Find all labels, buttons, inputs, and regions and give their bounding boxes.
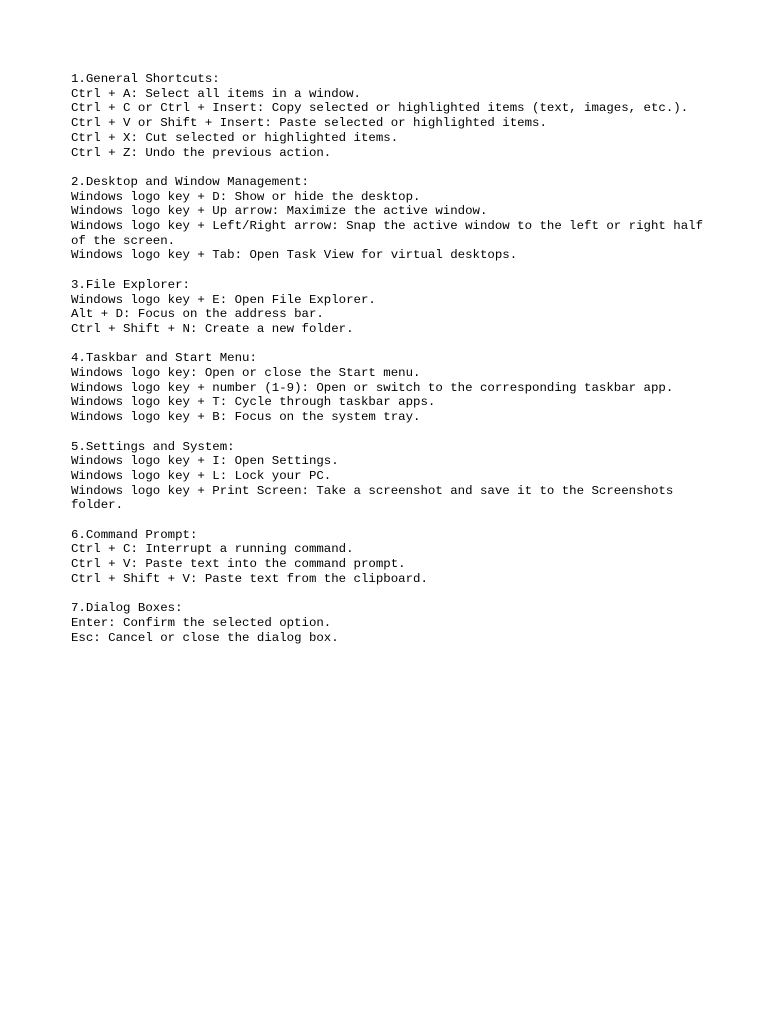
shortcut-line: Ctrl + C: Interrupt a running command. bbox=[71, 542, 354, 557]
shortcut-line: Ctrl + Z: Undo the previous action. bbox=[71, 145, 332, 160]
document-body bbox=[71, 72, 711, 660]
shortcut-line: Windows logo key + Up arrow: Maximize the active window. bbox=[71, 204, 488, 219]
shortcut-line: Ctrl + V or Shift + Insert: Paste selected or highlighted items. bbox=[71, 116, 547, 131]
section-heading: 1.General Shortcuts: bbox=[71, 72, 220, 86]
section-heading: 6.Command Prompt: bbox=[71, 527, 198, 542]
section-heading: 5.Settings and System: bbox=[71, 439, 235, 454]
section-command-prompt bbox=[71, 528, 711, 587]
shortcut-line: Ctrl + Shift + V: Paste text from the clipboard. bbox=[71, 571, 428, 586]
shortcut-line: Windows logo key + B: Focus on the system tray. bbox=[71, 410, 421, 425]
shortcut-line: Windows logo key + I: Open Settings. bbox=[71, 454, 339, 469]
shortcut-line: Windows logo key + T: Cycle through taskbar apps. bbox=[71, 395, 436, 410]
shortcut-line: Windows logo key + Left/Right arrow: Snap the active window to the left or right half of the screen. bbox=[71, 219, 711, 248]
shortcut-line: Windows logo key + Tab: Open Task View for virtual desktops. bbox=[71, 248, 518, 263]
section-heading: 2.Desktop and Window Management: bbox=[71, 174, 309, 189]
section-desktop-window-management bbox=[71, 175, 711, 263]
shortcut-line: Windows logo key + Print Screen: Take a screenshot and save it to the Screenshots folder. bbox=[71, 483, 681, 513]
section-file-explorer bbox=[71, 278, 711, 337]
shortcut-line: Ctrl + X: Cut selected or highlighted items. bbox=[71, 130, 399, 145]
section-heading: 7.Dialog Boxes: bbox=[71, 601, 183, 616]
shortcut-line: Windows logo key: Open or close the Start menu. bbox=[71, 366, 421, 381]
section-taskbar-start-menu bbox=[71, 351, 711, 425]
shortcut-line: Alt + D: Focus on the address bar. bbox=[71, 307, 324, 322]
section-dialog-boxes bbox=[71, 601, 711, 645]
shortcut-line: Esc: Cancel or close the dialog box. bbox=[71, 630, 339, 645]
shortcut-line: Windows logo key + number (1-9): Open or switch to the corresponding taskbar app. bbox=[71, 380, 674, 395]
section-heading: 4.Taskbar and Start Menu: bbox=[71, 351, 257, 366]
section-heading: 3.File Explorer: bbox=[71, 277, 190, 292]
shortcut-line: Ctrl + V: Paste text into the command prompt. bbox=[71, 557, 406, 572]
section-general-shortcuts bbox=[71, 72, 711, 160]
shortcut-line: Windows logo key + D: Show or hide the desktop. bbox=[71, 189, 421, 204]
shortcut-line: Windows logo key + E: Open File Explorer. bbox=[71, 292, 376, 307]
shortcut-line: Ctrl + A: Select all items in a window. bbox=[71, 86, 361, 101]
shortcut-line: Enter: Confirm the selected option. bbox=[71, 615, 332, 630]
shortcut-line: Ctrl + Shift + N: Create a new folder. bbox=[71, 321, 354, 336]
shortcut-line: Windows logo key + L: Lock your PC. bbox=[71, 468, 332, 483]
section-settings-system bbox=[71, 440, 711, 514]
shortcut-line: Ctrl + C or Ctrl + Insert: Copy selected or highlighted items (text, images, etc.). bbox=[71, 101, 689, 116]
